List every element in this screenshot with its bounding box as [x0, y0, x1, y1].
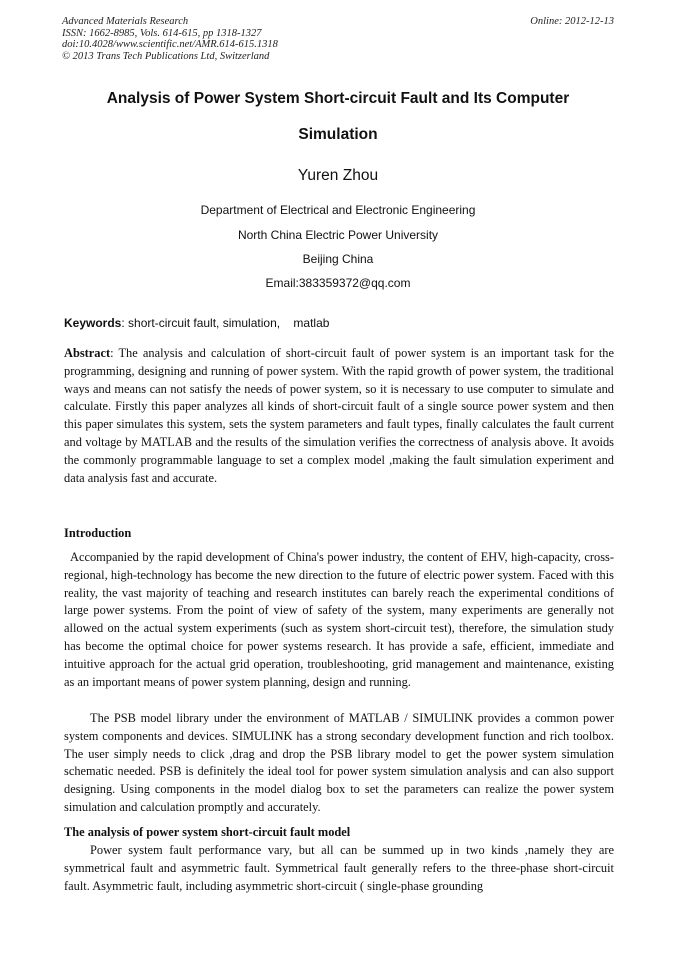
online-date: Online: 2012-12-13 — [530, 16, 614, 27]
paper-title-line2: Simulation — [298, 126, 378, 143]
abstract-text: : The analysis and calculation of short-circuit fault of power system is an important task for the programming, designing and running of power system. With the rapid growth of power system, the traditional ways and means can not satisfy the needs of power system, so it is necessary to use computer to simulate and calculate. Firstly this paper analyzes all kinds of short-circuit fault of a single source power system and then this paper simulates this system, sets the system parameters and fault types, finally calculates the fault current and voltage by MATLAB and the results of the simulation verifies the correctness of analysis above. It avoids the commonly programmable language to set a complex model ,making the fault simulation experiment and data analysis fast and accurate. — [64, 346, 614, 485]
abstract-label: Abstract — [64, 346, 111, 360]
journal-copyright: © 2013 Trans Tech Publications Ltd, Switzerland — [62, 50, 270, 62]
analysis-heading: The analysis of power system short-circuit fault model — [64, 825, 351, 839]
keywords-text: : short-circuit fault, simulation, matlab — [121, 316, 330, 330]
author-name: Yuren Zhou — [297, 167, 379, 184]
introduction-paragraph-1: Accompanied by the rapid development of China's power industry, the content of EHV, high-capacity, cross-regional, high-technology has become the new direction to the future of electric power system. Faced with this reality, the vast majority of teaching and research institutes can barely reach the experimental conditions of large power systems. From the point of view of safety of the system, many experiments are generally not allowed on the actual system experiments (such as system short-circuit test), therefore, the simulation study has become the optimal choice for power systems research. It has provide a safe, efficient, immediate and intuitive approach for the actual grid operation, troubleshooting, grid management and maintenance, existing as an important means of power system planning, design and running. — [64, 550, 614, 689]
introduction-paragraph-2: The PSB model library under the environment of MATLAB / SIMULINK provides a common power system components and devices. SIMULINK has a strong secondary development function and rich toolbox. The user simply needs to click ,drag and drop the PSB library model to get the power system simulation schematic needed. PSB is definitely the ideal tool for power system simulation analysis and can also support designing. Using components in the model dialog box to set the parameters can realize the power system simulation and calculation promptly and accurately. — [64, 711, 614, 814]
journal-issn: ISSN: 1662-8985, Vols. 614-615, pp 1318-1327 — [62, 27, 262, 39]
keywords-label: Keywords — [64, 316, 122, 330]
keywords — [64, 316, 329, 330]
abstract — [64, 345, 614, 487]
journal-name: Advanced Materials Research — [62, 16, 189, 27]
paper-title-line1: Analysis of Power System Short-circuit Fault and Its Computer — [106, 90, 570, 107]
affiliation-city: Beijing China — [302, 252, 374, 266]
journal-doi: doi:10.4028/www.scientific.net/AMR.614-615.1318 — [62, 39, 278, 51]
analysis-paragraph-1: Power system fault performance vary, but all can be summed up in two kinds ,namely they are symmetrical fault and asymmetric fault. Symmetrical fault generally refers to the three-phase short-circuit fault. Asymmetric fault, including asymmetric short-circuit ( single-phase grounding — [64, 843, 614, 893]
journal-header — [62, 16, 278, 62]
author-email: Email:383359372@qq.com — [265, 276, 411, 290]
affiliation-department: Department of Electrical and Electronic Engineering — [200, 203, 476, 217]
affiliation-university: North China Electric Power University — [237, 228, 439, 242]
introduction-heading: Introduction — [64, 526, 132, 540]
